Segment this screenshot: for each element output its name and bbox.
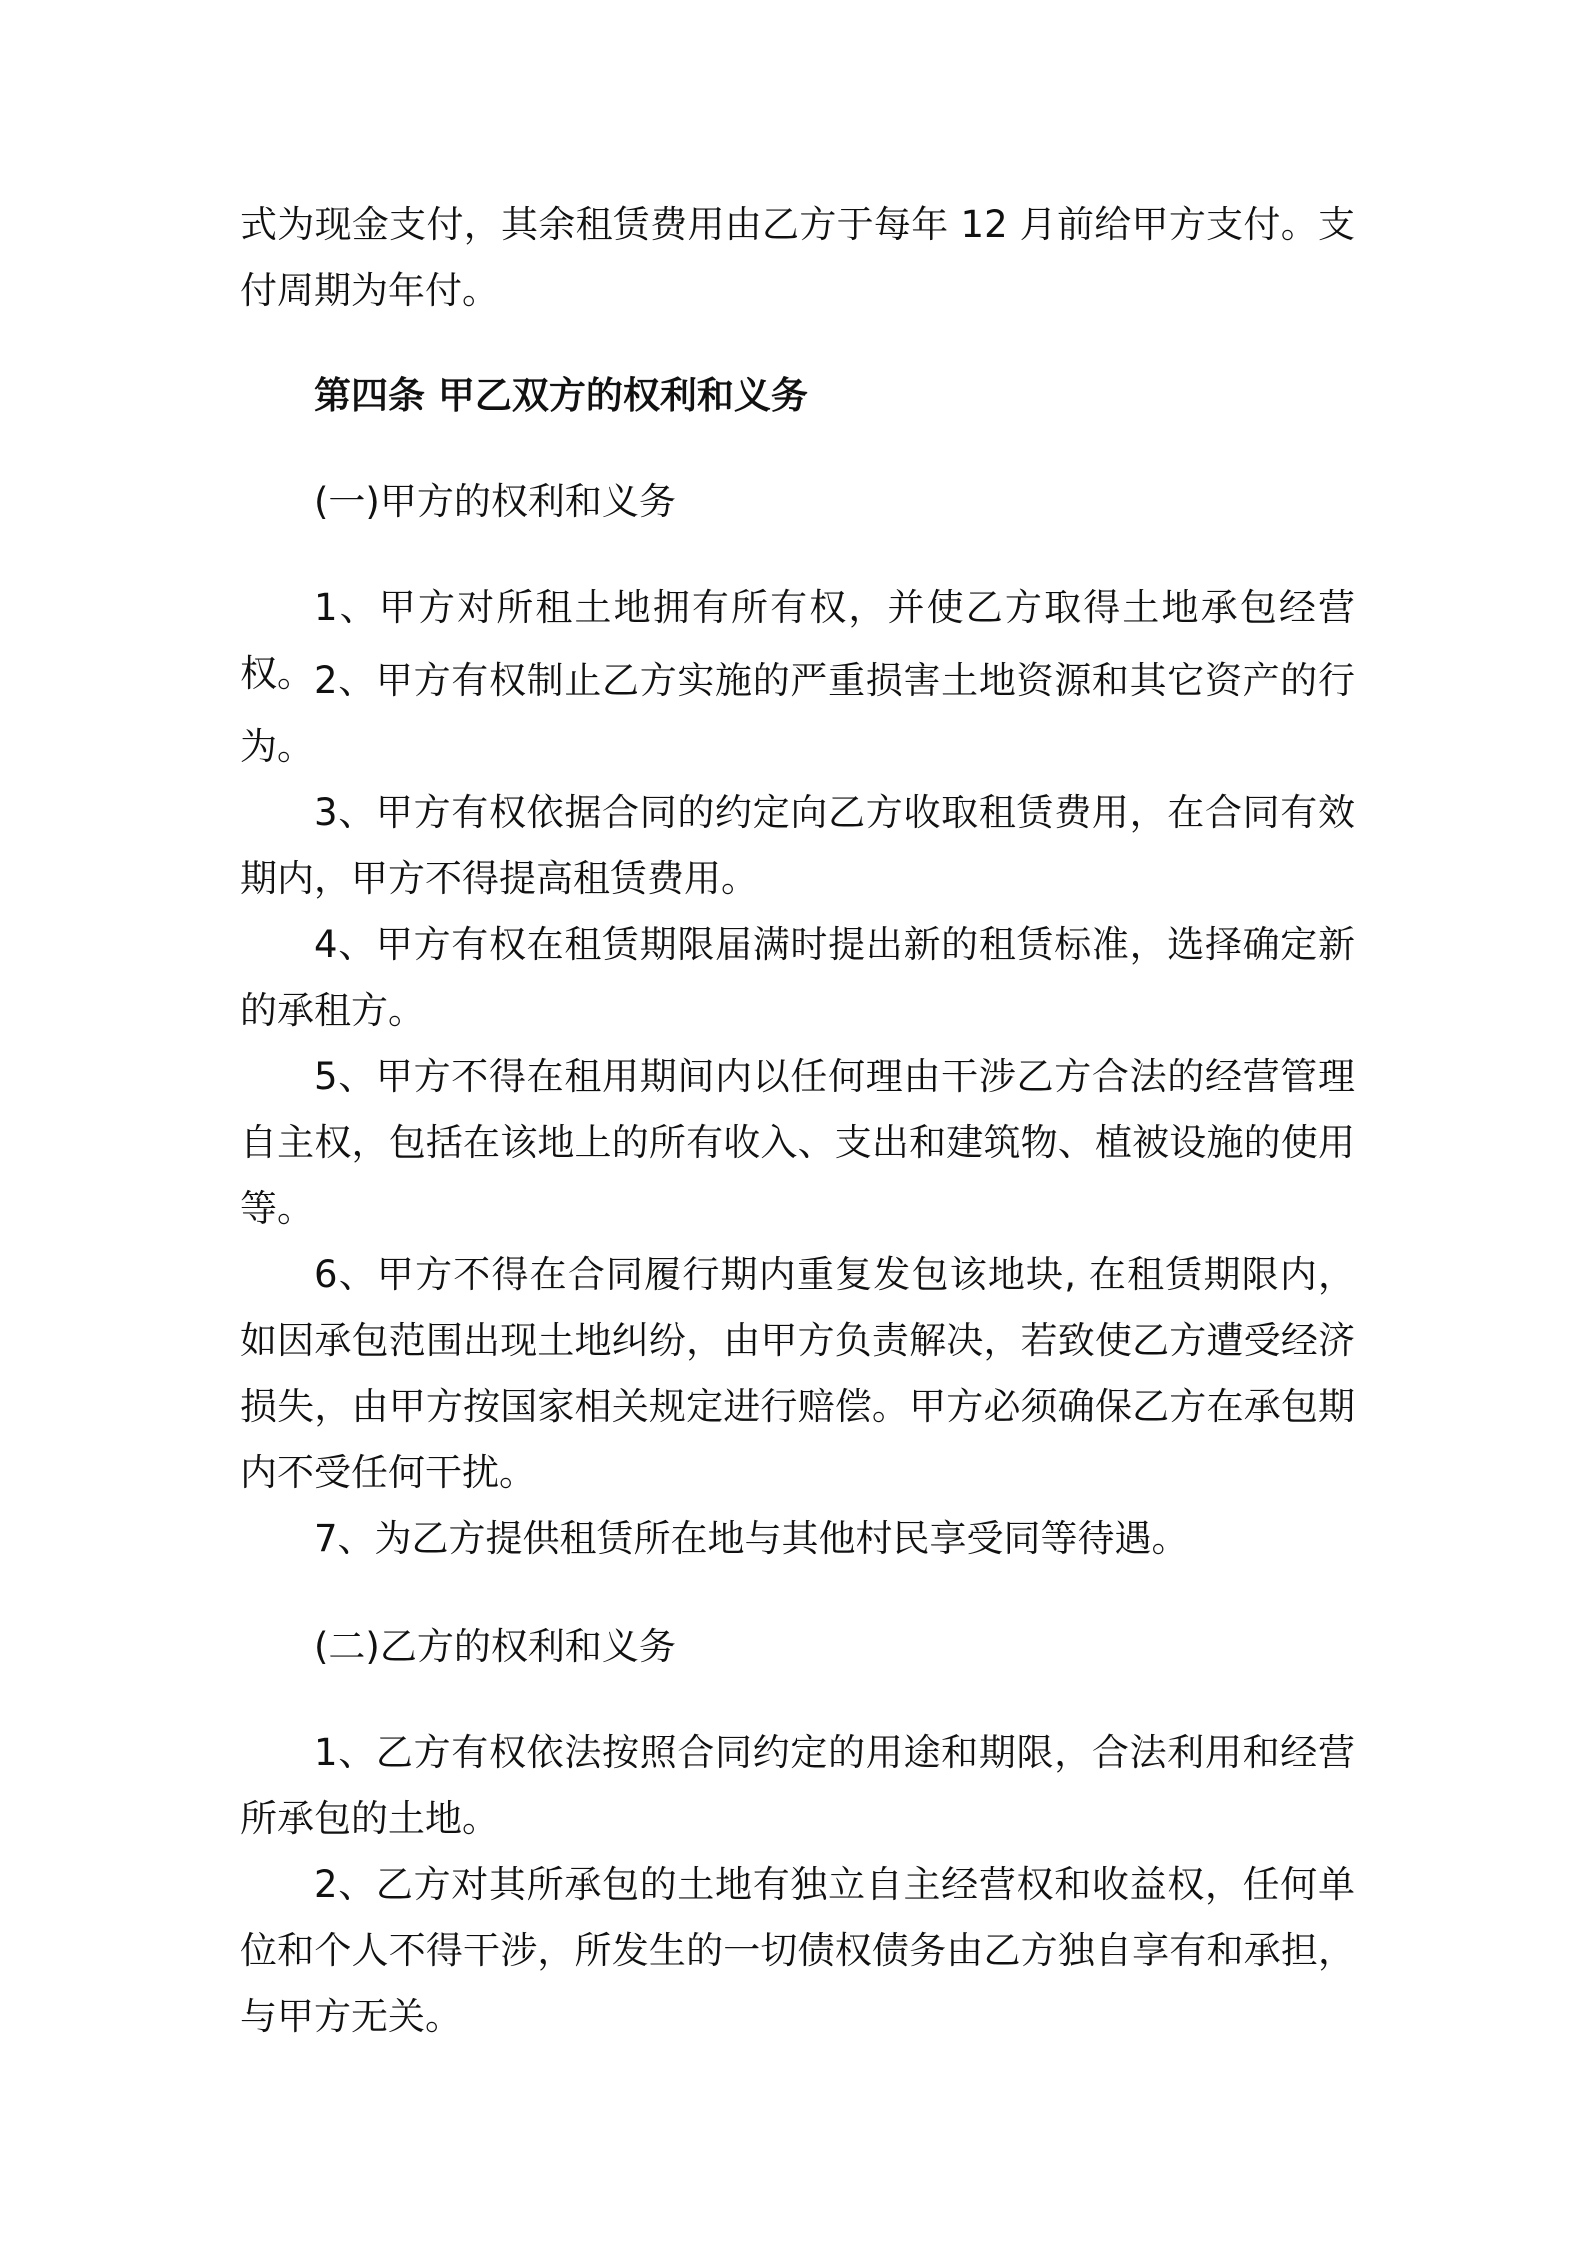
section-party-b-heading: (二)乙方的权利和义务 (314, 1625, 676, 1668)
party-b-item-2: 2、乙方对其所承包的土地有独立自主经营权和收益权，任何单位和个人不得干涉，所发生的一切债权债务由乙方独自享有和承担，与甲方无关。 (240, 1863, 1355, 2038)
party-a-item-5: 5、甲方不得在租用期间内以任何理由干涉乙方合法的经营管理自主权，包括在该地上的所有收入、支出和建筑物、植被设施的使用等。 (240, 1055, 1355, 1230)
paragraph-payment-terms: 式为现金支付，其余租赁费用由乙方于每年 12 月前给甲方支付。支付周期为年付。 (240, 203, 1355, 312)
party-a-item-6: 6、甲方不得在合同履行期内重复发包该地块, 在租赁期限内，如因承包范围出现土地纠纷，由甲方负责解决，若致使乙方遭受经济损失，由甲方按国家相关规定进行赔偿。甲方必须确保乙方在承包期内不受任何干扰。 (240, 1253, 1355, 1494)
party-a-item-1: 1、甲方对所租土地拥有所有权，并使乙方取得土地承包经营权。 (240, 586, 1355, 695)
party-a-item-3: 3、甲方有权依据合同的约定向乙方收取租赁费用，在合同有效期内，甲方不得提高租赁费用。 (240, 791, 1355, 900)
party-a-item-7: 7、为乙方提供租赁所在地与其他村民享受同等待遇。 (314, 1517, 1189, 1560)
article-four-heading: 第四条 甲乙双方的权利和义务 (314, 374, 808, 417)
party-a-item-2: 2、甲方有权制止乙方实施的严重损害土地资源和其它资产的行为。 (240, 659, 1355, 768)
party-a-item-4: 4、甲方有权在租赁期限届满时提出新的租赁标准，选择确定新的承租方。 (240, 923, 1355, 1032)
party-b-item-1: 1、乙方有权依法按照合同约定的用途和期限，合法利用和经营所承包的土地。 (240, 1731, 1355, 1840)
section-party-a-heading: (一)甲方的权利和义务 (314, 480, 676, 523)
